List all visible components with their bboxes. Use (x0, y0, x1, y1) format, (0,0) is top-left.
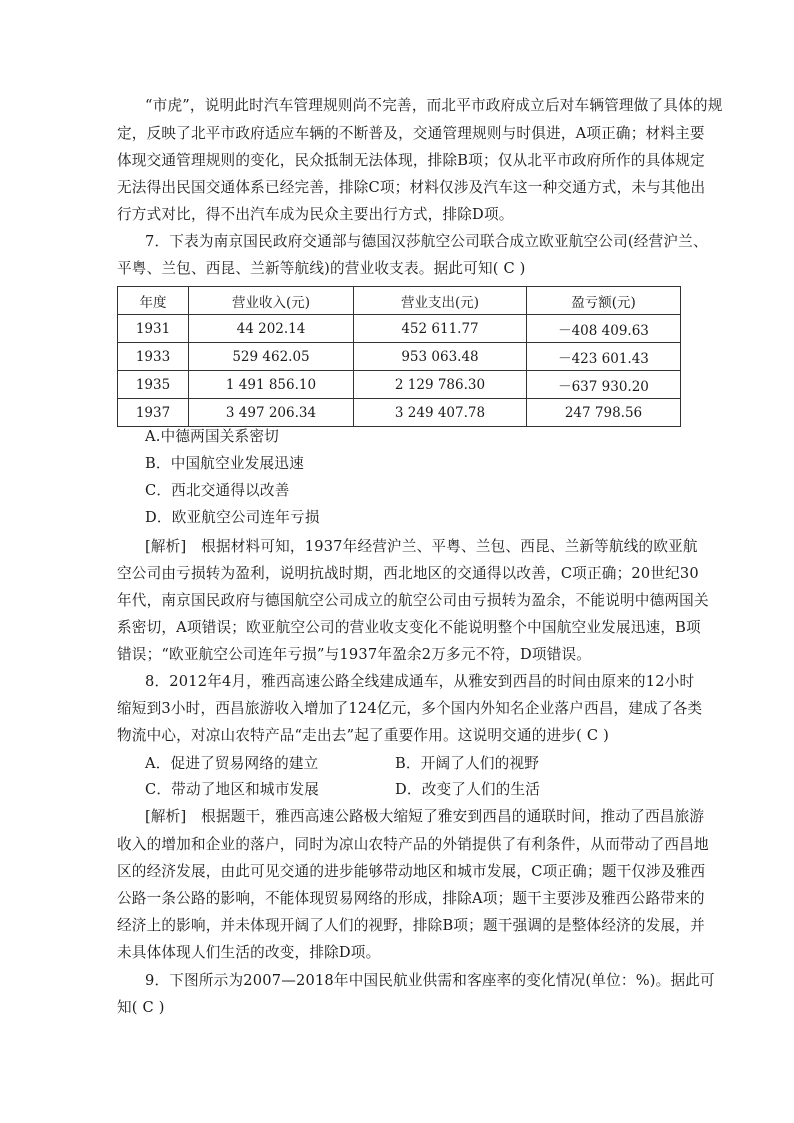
table-cell: 1937 (118, 399, 189, 427)
option-b: B．中国航空业发展迅速 (145, 455, 304, 472)
table-cell: 1935 (118, 371, 189, 399)
table-header-cell: 盈亏额(元) (527, 287, 681, 315)
analysis-line: 收入的增加和企业的落户，同时为凉山农特产品的外销提供了有利条件，从而带动了西昌地 (117, 836, 709, 853)
table-row (118, 315, 681, 343)
table-row (118, 371, 681, 399)
option-a: A．促进了贸易网络的建立 (145, 755, 319, 772)
question-7-stem: 7．下表为南京国民政府交通部与德国汉莎航空公司联合成立欧亚航空公司(经营沪兰、 (145, 233, 708, 250)
table-cell: 44 202.14 (189, 315, 354, 343)
analysis-line: [解析] 根据材料可知，1937年经营沪兰、平粤、兰包、西昆、兰新等航线的欧亚航 (145, 538, 698, 555)
analysis-line: 系密切，A项错误；欧亚航空公司的营业收支变化不能说明整个中国航空业发展迅速，B项 (117, 619, 701, 636)
table-cell: 3 249 407.78 (354, 399, 527, 427)
table-cell: 452 611.77 (354, 315, 527, 343)
table-cell: 247 798.56 (527, 399, 681, 427)
table-cell: 1 491 856.10 (189, 371, 354, 399)
analysis-line: [解析] 根据题干，雅西高速公路极大缩短了雅安到西昌的通联时间，推动了西昌旅游 (145, 808, 705, 825)
analysis-line: 经济上的影响，并未体现开阔了人们的视野，排除B项；题干强调的是整体经济的发展，并 (117, 917, 705, 934)
question-8-stem: 缩短到3小时，西昌旅游收入增加了124亿元，多个国内外知名企业落户西昌，建成了各类 (117, 700, 703, 717)
revenue-table (117, 286, 681, 427)
paragraph-line: 无法得出民国交通体系已经完善，排除C项；材料仅涉及汽车这一种交通方式，未与其他出 (117, 179, 706, 196)
table-cell: －423 601.43 (527, 343, 681, 371)
paragraph-line: 体现交通管理规则的变化，民众抵制无法体现，排除B项；仅从北平市政府所作的具体规定 (117, 152, 705, 169)
table-row (118, 343, 681, 371)
option-c: C．带动了地区和城市发展 (145, 781, 320, 798)
analysis-line: 公路一条公路的影响，不能体现贸易网络的形成，排除A项；题干主要涉及雅西公路带来的 (117, 890, 705, 907)
table-header-cell: 年度 (118, 287, 189, 315)
analysis-line: 空公司由亏损转为盈利，说明抗战时期，西北地区的交通得以改善，C项正确；20世纪30 (117, 565, 699, 582)
table-header-row (118, 287, 681, 315)
table-cell: 529 462.05 (189, 343, 354, 371)
analysis-line: 未具体体现人们生活的改变，排除D项。 (117, 944, 381, 961)
question-9-stem: 9．下图所示为2007—2018年中国民航业供需和客座率的变化情况(单位：%)。据此可 (145, 972, 715, 989)
paragraph-line: 定，反映了北平市政府适应车辆的不断普及，交通管理规则与时俱进，A项正确；材料主要 (117, 125, 705, 142)
paragraph-line: 行方式对比，得不出汽车成为民众主要出行方式，排除D项。 (117, 206, 514, 223)
analysis-line: 区的经济发展，由此可见交通的进步能够带动地区和城市发展，C项正确；题干仅涉及雅西 (117, 863, 706, 880)
table-cell: 1931 (118, 315, 189, 343)
table-cell: 3 497 206.34 (189, 399, 354, 427)
question-8-stem: 8．2012年4月，雅西高速公路全线建成通车，从雅安到西昌的时间由原来的12小时 (145, 673, 695, 690)
table-cell: 2 129 786.30 (354, 371, 527, 399)
paragraph-line: “市虎”，说明此时汽车管理规则尚不完善，而北平市政府成立后对车辆管理做了具体的规 (145, 97, 723, 114)
table-cell: 1933 (118, 343, 189, 371)
table-header-cell: 营业支出(元) (354, 287, 527, 315)
table-cell: －637 930.20 (527, 371, 681, 399)
option-c: C．西北交通得以改善 (145, 482, 290, 499)
analysis-line: 错误；“欧亚航空公司连年亏损”与1937年盈余2万多元不符，D项错误。 (117, 646, 592, 663)
option-d: D．欧亚航空公司连年亏损 (145, 509, 320, 526)
table-cell: －408 409.63 (527, 315, 681, 343)
table-header-cell: 营业收入(元) (189, 287, 354, 315)
question-9-stem: 知( C ) (117, 999, 165, 1016)
table-cell: 953 063.48 (354, 343, 527, 371)
option-a: A.中德两国关系密切 (145, 428, 279, 445)
table-row (118, 399, 681, 427)
option-d: D．改变了人们的生活 (395, 781, 541, 798)
analysis-line: 年代，南京国民政府与德国航空公司成立的航空公司由亏损转为盈余，不能说明中德两国关 (117, 592, 709, 609)
option-b: B．开阔了人们的视野 (395, 755, 540, 772)
question-7-stem: 平粤、兰包、西昆、兰新等航线)的营业收支表。据此可知( C ) (117, 260, 526, 277)
question-8-stem: 物流中心，对凉山农特产品“走出去”起了重要作用。这说明交通的进步( C ) (117, 727, 609, 744)
